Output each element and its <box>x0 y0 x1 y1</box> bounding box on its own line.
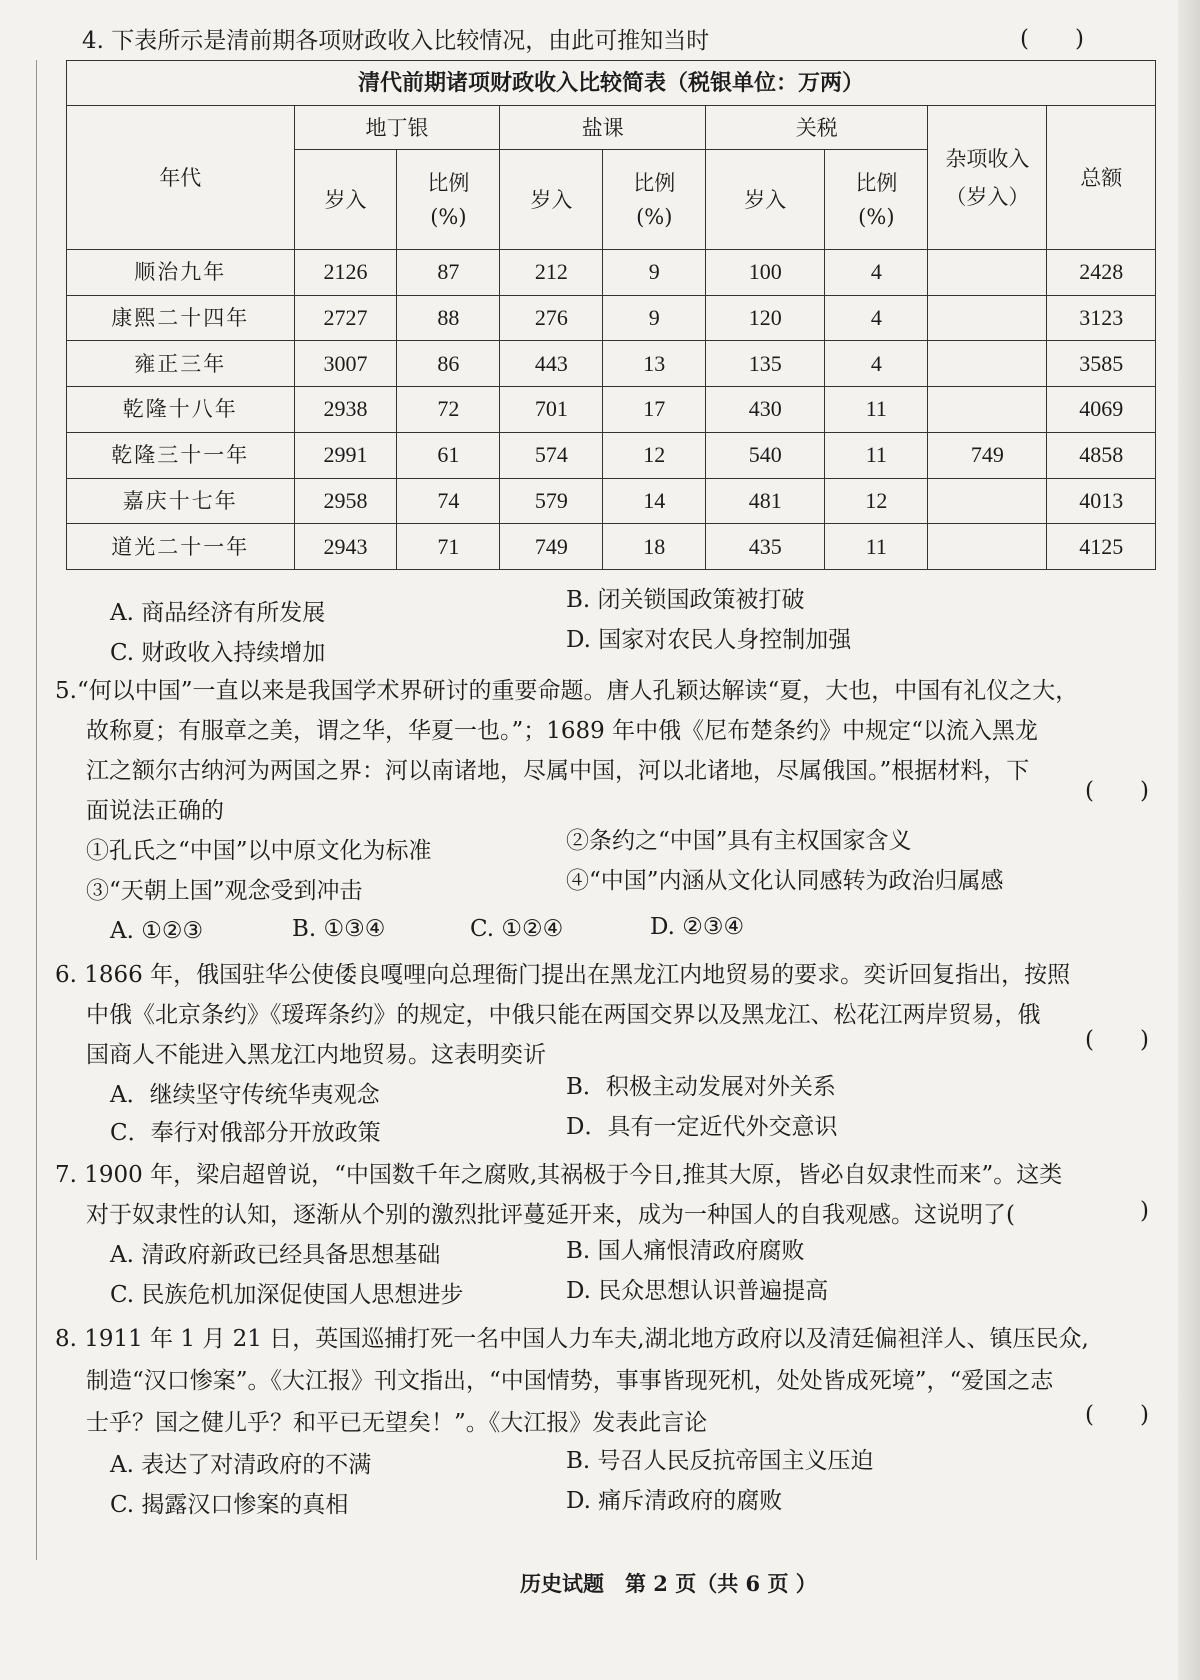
q8-option-d[interactable]: D. 痛斥清政府的腐败 <box>566 1488 783 1514</box>
cell-diding: 2126 <box>294 250 397 296</box>
cell-yanke: 749 <box>500 524 603 570</box>
cell-diding-ratio: 74 <box>397 478 500 524</box>
cell-misc <box>928 387 1047 433</box>
cell-diding: 2958 <box>294 478 397 524</box>
q7-stem-line: 对于奴隶性的认知，逐渐从个别的激烈批评蔓延开来，成为一种国人的自我观感。这说明了( <box>86 1202 1015 1228</box>
cell-guanshui-ratio: 11 <box>825 387 928 433</box>
q4-option-d[interactable]: D. 国家对农民人身控制加强 <box>566 627 852 653</box>
col-guanshui-header: 关税 <box>706 106 928 150</box>
q8-option-a[interactable]: A. 表达了对清政府的不满 <box>110 1452 372 1478</box>
cell-diding-ratio: 87 <box>397 250 500 296</box>
cell-guanshui: 135 <box>706 341 825 387</box>
row-year: 康熙二十四年 <box>67 295 295 341</box>
cell-yanke-ratio: 17 <box>603 387 706 433</box>
q6-stem-line: 6. 1866 年，俄国驻华公使倭良嘎哩向总理衙门提出在黑龙江内地贸易的要求。奕䜣回复指出，按照 <box>55 962 1071 988</box>
cell-guanshui: 540 <box>706 432 825 478</box>
q5-item-3: ③“天朝上国”观念受到冲击 <box>86 878 363 904</box>
q6-option-c[interactable]: C．奉行对俄部分开放政策 <box>110 1120 381 1146</box>
cell-misc <box>928 341 1047 387</box>
q7-option-b[interactable]: B. 国人痛恨清政府腐败 <box>566 1238 805 1264</box>
cell-yanke-ratio: 12 <box>603 432 706 478</box>
q6-option-b[interactable]: B．积极主动发展对外关系 <box>566 1074 836 1100</box>
finance-table-wrapper <box>66 60 1156 570</box>
row-year: 乾隆十八年 <box>67 387 295 433</box>
q4-option-c[interactable]: C. 财政收入持续增加 <box>110 640 326 666</box>
q5-stem-line: 面说法正确的 <box>86 798 224 824</box>
q7-option-d[interactable]: D. 民众思想认识普遍提高 <box>566 1278 829 1304</box>
cell-yanke-ratio: 18 <box>603 524 706 570</box>
cell-yanke: 276 <box>500 295 603 341</box>
sub-income-header: 岁入 <box>706 150 825 250</box>
col-yanke-header: 盐课 <box>500 106 706 150</box>
cell-guanshui-ratio: 11 <box>825 524 928 570</box>
q5-option-d[interactable]: D. ②③④ <box>650 914 745 940</box>
cell-total: 4069 <box>1047 387 1156 433</box>
table-row <box>67 478 1156 524</box>
finance-table <box>66 60 1156 570</box>
cell-misc <box>928 524 1047 570</box>
col-total-header: 总额 <box>1047 106 1156 250</box>
row-year: 道光二十一年 <box>67 524 295 570</box>
q5-option-b[interactable]: B. ①③④ <box>292 916 386 942</box>
sub-income-header: 岁入 <box>500 150 603 250</box>
q5-item-1: ①孔氏之“中国”以中原文化为标准 <box>86 838 432 864</box>
q4-stem: 4. 下表所示是清前期各项财政收入比较情况，由此可推知当时 <box>82 28 710 54</box>
sub-ratio-header: 比例(%) <box>397 150 500 250</box>
page-footer: 历史试题 第 2 页（共 6 页 ） <box>520 1571 817 1596</box>
sub-income-header: 岁入 <box>294 150 397 250</box>
sub-ratio-header: 比例(%) <box>603 150 706 250</box>
cell-misc <box>928 250 1047 296</box>
table-row <box>67 250 1156 296</box>
q7-option-a[interactable]: A. 清政府新政已经具备思想基础 <box>110 1242 441 1268</box>
col-misc-header: 杂项收入（岁入） <box>928 106 1047 250</box>
cell-diding-ratio: 88 <box>397 295 500 341</box>
q5-item-2: ②条约之“中国”具有主权国家含义 <box>566 828 912 854</box>
cell-total: 2428 <box>1047 250 1156 296</box>
cell-diding-ratio: 86 <box>397 341 500 387</box>
row-year: 顺治九年 <box>67 250 295 296</box>
q8-option-b[interactable]: B. 号召人民反抗帝国主义压迫 <box>566 1448 874 1474</box>
cell-diding-ratio: 72 <box>397 387 500 433</box>
table-title: 清代前期诸项财政收入比较简表（税银单位：万两） <box>67 61 1156 106</box>
cell-total: 3585 <box>1047 341 1156 387</box>
cell-yanke: 579 <box>500 478 603 524</box>
q6-stem-line: 国商人不能进入黑龙江内地贸易。这表明奕䜣 <box>86 1042 546 1068</box>
cell-guanshui-ratio: 4 <box>825 250 928 296</box>
q5-stem-line: 江之额尔古纳河为两国之界：河以南诸地，尽属中国，河以北诸地，尽属俄国。”根据材料，下 <box>86 758 1030 784</box>
margin-line <box>36 60 37 1560</box>
cell-guanshui-ratio: 11 <box>825 432 928 478</box>
q6-stem-line: 中俄《北京条约》《瑷珲条约》的规定，中俄只能在两国交界以及黑龙江、松花江两岸贸易，俄 <box>86 1002 1041 1028</box>
cell-diding: 2943 <box>294 524 397 570</box>
page-edge-shadow <box>1178 0 1200 1680</box>
q6-option-a[interactable]: A．继续坚守传统华夷观念 <box>110 1082 380 1108</box>
cell-misc: 749 <box>928 432 1047 478</box>
cell-yanke-ratio: 14 <box>603 478 706 524</box>
row-year: 嘉庆十七年 <box>67 478 295 524</box>
row-year: 雍正三年 <box>67 341 295 387</box>
cell-diding: 2727 <box>294 295 397 341</box>
q4-option-a[interactable]: A. 商品经济有所发展 <box>110 600 326 626</box>
q5-answer-paren[interactable]: ( ) <box>1085 778 1149 804</box>
q5-item-4: ④“中国”内涵从文化认同感转为政治归属感 <box>566 868 1004 894</box>
cell-guanshui: 430 <box>706 387 825 433</box>
table-row <box>67 432 1156 478</box>
cell-guanshui: 435 <box>706 524 825 570</box>
cell-guanshui-ratio: 4 <box>825 341 928 387</box>
cell-total: 4125 <box>1047 524 1156 570</box>
cell-total: 4858 <box>1047 432 1156 478</box>
q8-option-c[interactable]: C. 揭露汉口惨案的真相 <box>110 1492 349 1518</box>
cell-guanshui: 481 <box>706 478 825 524</box>
col-diding-header: 地丁银 <box>294 106 500 150</box>
cell-yanke: 574 <box>500 432 603 478</box>
cell-misc <box>928 478 1047 524</box>
cell-yanke: 443 <box>500 341 603 387</box>
q5-stem-line: 5.“何以中国”一直以来是我国学术界研讨的重要命题。唐人孔颖达解读“夏，大也，中国有礼仪之大， <box>55 678 1079 704</box>
cell-diding-ratio: 61 <box>397 432 500 478</box>
cell-yanke: 212 <box>500 250 603 296</box>
table-row <box>67 524 1156 570</box>
cell-guanshui: 120 <box>706 295 825 341</box>
q8-stem-line: 制造“汉口惨案”。《大江报》刊文指出，“中国情势，事事皆现死机，处处皆成死境”，“爱国之志 <box>86 1368 1054 1394</box>
cell-diding: 2938 <box>294 387 397 433</box>
q7-option-c[interactable]: C. 民族危机加深促使国人思想进步 <box>110 1282 464 1308</box>
q8-stem-line: 8. 1911 年 1 月 21 日，英国巡捕打死一名中国人力车夫,湖北地方政府以及清廷偏袒洋人、镇压民众, <box>55 1326 1089 1352</box>
q8-answer-paren[interactable]: ( ) <box>1085 1402 1149 1428</box>
q7-answer-paren-close[interactable]: ) <box>1140 1198 1149 1224</box>
row-year: 乾隆三十一年 <box>67 432 295 478</box>
q5-option-c[interactable]: C. ①②④ <box>470 916 564 942</box>
col-year-header: 年代 <box>67 106 295 250</box>
q6-answer-paren[interactable]: ( ) <box>1085 1027 1149 1053</box>
q4-option-b[interactable]: B. 闭关锁国政策被打破 <box>566 587 805 613</box>
cell-yanke-ratio: 9 <box>603 250 706 296</box>
sub-ratio-header: 比例(%) <box>825 150 928 250</box>
table-row <box>67 387 1156 433</box>
table-row <box>67 295 1156 341</box>
q8-stem-line: 士乎？国之健儿乎？和平已无望矣！”。《大江报》发表此言论 <box>86 1410 708 1436</box>
cell-misc <box>928 295 1047 341</box>
cell-yanke: 701 <box>500 387 603 433</box>
cell-guanshui: 100 <box>706 250 825 296</box>
cell-yanke-ratio: 13 <box>603 341 706 387</box>
q6-option-d[interactable]: D．具有一定近代外交意识 <box>566 1114 838 1140</box>
cell-diding-ratio: 71 <box>397 524 500 570</box>
q5-option-a[interactable]: A. ①②③ <box>110 918 204 944</box>
cell-guanshui-ratio: 12 <box>825 478 928 524</box>
cell-diding: 2991 <box>294 432 397 478</box>
cell-total: 3123 <box>1047 295 1156 341</box>
q5-stem-line: 故称夏；有服章之美，谓之华，华夏一也。”；1689 年中俄《尼布楚条约》中规定“以流入黑龙 <box>86 718 1038 744</box>
cell-total: 4013 <box>1047 478 1156 524</box>
cell-yanke-ratio: 9 <box>603 295 706 341</box>
cell-guanshui-ratio: 4 <box>825 295 928 341</box>
q4-answer-paren[interactable]: ( ) <box>1020 26 1084 52</box>
q7-stem-line: 7. 1900 年，梁启超曾说，“中国数千年之腐败,其祸极于今日,推其大原，皆必自奴隶性而来”。这类 <box>55 1162 1063 1188</box>
cell-diding: 3007 <box>294 341 397 387</box>
table-row <box>67 341 1156 387</box>
